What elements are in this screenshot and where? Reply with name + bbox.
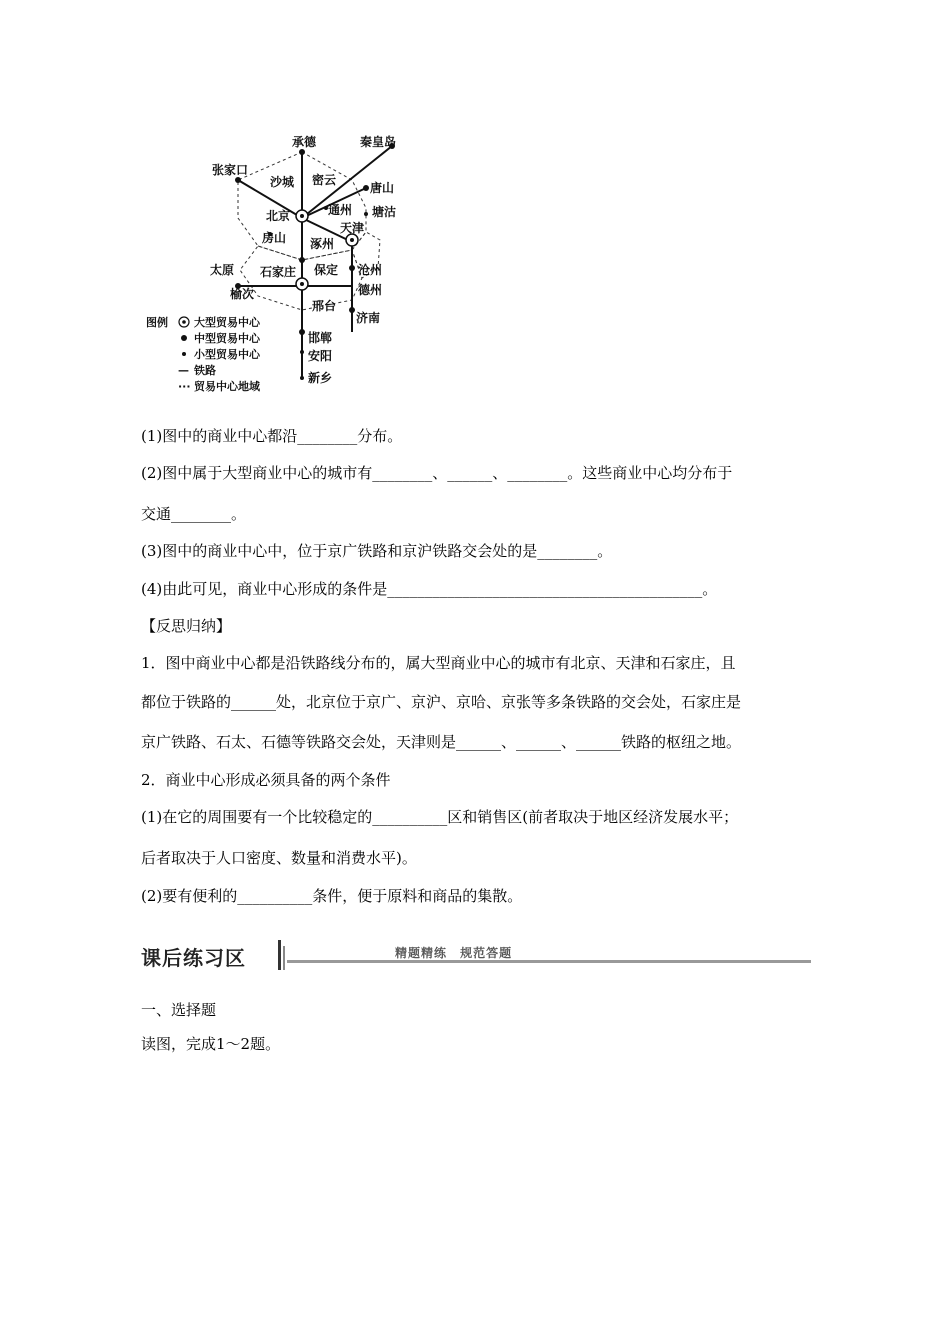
reflection-p2-1-line1: (1)在它的周围要有一个比较稳定的__________区和销售区(前者取决于地区经济发展水平； [141, 808, 739, 826]
question-3: (3)图中的商业中心中，位于京广铁路和京沪铁路交会处的是________。 [141, 542, 613, 560]
practice-subtitle: 精题精练 规范答题 [395, 946, 513, 960]
label-tianjin: 天津 [340, 221, 365, 235]
question-4: (4)由此可见，商业中心形成的条件是__________________________________________。 [141, 580, 718, 598]
label-xinxiang: 新乡 [308, 371, 333, 385]
label-baoding: 保定 [314, 263, 339, 277]
map-legend [146, 315, 261, 393]
label-xingtai: 邢台 [312, 299, 337, 313]
label-jinan: 济南 [356, 311, 381, 325]
reflection-heading: 【反思归纳】 [141, 617, 232, 635]
label-tanggu: 塘沽 [372, 205, 397, 219]
practice-section-banner [141, 938, 811, 974]
legend-title: 图例 [146, 316, 168, 329]
label-fangshan: 房山 [262, 231, 287, 245]
label-handan: 邯郸 [308, 331, 333, 345]
practice-instruction: 读图，完成1～2题。 [141, 1035, 281, 1053]
legend-railway: 铁路 [194, 364, 216, 377]
legend-large: 大型贸易中心 [194, 316, 260, 329]
label-shacheng: 沙城 [270, 175, 295, 189]
label-zhangjiakou: 张家口 [212, 163, 249, 177]
banner-bar-thin [283, 946, 285, 970]
legend-medium: 中型贸易中心 [194, 332, 260, 345]
banner-rule [287, 960, 811, 963]
label-miyun: 密云 [312, 173, 337, 187]
label-taiyuan: 太原 [210, 263, 235, 277]
legend-region-symbol: ··· [178, 380, 191, 393]
label-yuci: 榆次 [230, 287, 255, 301]
practice-title: 课后练习区 [141, 946, 246, 970]
label-tangshan: 唐山 [370, 181, 395, 195]
section-choice-heading: 一、选择题 [141, 1001, 217, 1019]
reflection-p1-line3: 京广铁路、石太、石德等铁路交会处，天津则是______、______、______铁路的枢纽之地。 [141, 733, 742, 751]
trade-center-map [140, 128, 430, 398]
question-2-line1: (2)图中属于大型商业中心的城市有________、______、________。这些商业中心均分布于 [141, 464, 733, 482]
label-beijing: 北京 [266, 209, 291, 223]
label-anyang: 安阳 [308, 349, 333, 363]
label-tongzhou: 通州 [328, 203, 353, 217]
legend-railway-symbol: — [178, 364, 189, 377]
label-shijiazhuang: 石家庄 [260, 265, 297, 279]
question-1: (1)图中的商业中心都沿________分布。 [141, 427, 403, 445]
reflection-p2-2: (2)要有便利的__________条件，便于原料和商品的集散。 [141, 887, 523, 905]
legend-small: 小型贸易中心 [194, 348, 260, 361]
question-2-line2: 交通________。 [141, 505, 247, 523]
label-zhuozhou: 涿州 [310, 237, 335, 251]
reflection-p1-line2: 都位于铁路的______处，北京位于京广、京沪、京哈、京张等多条铁路的交会处，石家庄是 [141, 693, 742, 711]
reflection-p2: 2．商业中心形成必须具备的两个条件 [141, 771, 391, 789]
label-qinhuangdao: 秦皇岛 [360, 135, 397, 149]
banner-bar [278, 940, 281, 970]
reflection-p1-line1: 1．图中商业中心都是沿铁路线分布的，属大型商业中心的城市有北京、天津和石家庄，且 [141, 654, 736, 672]
reflection-p2-1-line2: 后者取决于人口密度、数量和消费水平)。 [141, 849, 417, 867]
label-chengde: 承德 [292, 135, 317, 149]
label-cangzhou: 沧州 [358, 263, 383, 277]
legend-region: 贸易中心地域 [194, 380, 260, 393]
label-dezhou: 德州 [358, 283, 383, 297]
